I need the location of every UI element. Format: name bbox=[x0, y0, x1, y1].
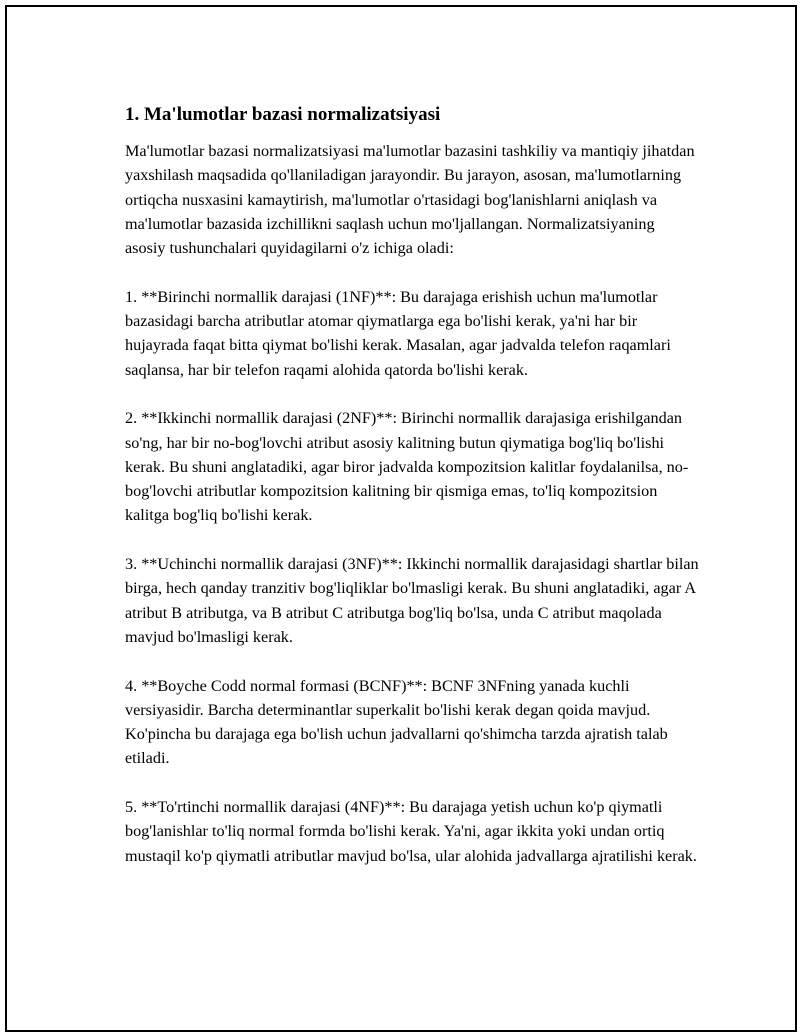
list-item-3nf: 3. **Uchinchi normallik darajasi (3NF)**: Ikkinchi normallik darajasidagi shartlar bilan birga, hech qanday tranzitiv bog'liqliklar bo'lmasligi kerak. Bu shuni anglatadiki, agar A atribut B atributga, va B atribut C atributga bog'liq bo'lsa, unda C atribut maqolada mavjud bo'lmasligi kerak. bbox=[125, 555, 699, 646]
list-item-1nf: 1. **Birinchi normallik darajasi (1NF)**: Bu darajaga erishish uchun ma'lumotlar bazasidagi barcha atributlar atomar qiymatlarga ega bo'lishi kerak, ya'ni har bir hujayrada faqat bitta qiymat bo'lishi kerak. Masalan, agar jadvalda telefon raqamlari saqlansa, har bir telefon raqami alohida qatorda bo'lishi kerak. bbox=[125, 287, 671, 379]
list-item-bcnf: 4. **Boyche Codd normal formasi (BCNF)**: BCNF 3NFning yanada kuchli versiyasidir. Barcha determinantlar superkalit bo'lishi kerak degan qoida mavjud. Ko'pincha bu darajaga ega bo'lish uchun jadvallarni qo'shimcha tarzda ajratish talab etiladi. bbox=[125, 676, 668, 768]
intro-paragraph: Ma'lumotlar bazasi normalizatsiyasi ma'lumotlar bazasini tashkiliy va mantiqiy jihatdan yaxshilash maqsadida qo'llaniladigan jarayondir. Bu jarayon, asosan, ma'lumotlarning ortiqcha nusxasini kamaytirish, ma'lumotlar o'rtasidagi bog'lanishlarni aniqlash va ma'lumotlar bazasida izchillikni saqlash uchun mo'ljallangan. Normalizatsiyaning asosiy tushunchalari quyidagilarni o'z ichiga oladi: bbox=[125, 142, 695, 258]
document-body bbox=[119, 103, 699, 892]
document-title: 1. Ma'lumotlar bazasi normalizatsiyasi bbox=[125, 104, 441, 125]
list-item-4nf: 5. **To'rtinchi normallik darajasi (4NF)**: Bu darajaga yetish uchun ko'p qiymatli bog'lanishlar to'liq normal formda bo'lishi kerak. Ya'ni, agar ikkita yoki undan ortiq mustaqil ko'p qiymatli atributlar mavjud bo'lsa, ular alohida jadvallarga ajratilishi kerak. bbox=[125, 798, 697, 865]
page-frame bbox=[5, 5, 797, 1032]
list-item-2nf: 2. **Ikkinchi normallik darajasi (2NF)**: Birinchi normallik darajasiga erishilgandan so'ng, har bir no-bog'lovchi atribut asosiy kalitning butun qiymatiga bog'liq bo'lishi kerak. Bu shuni anglatadiki, agar biror jadvalda kompozitsion kalitlar foydalanilsa, no-bog'lovchi atributlar kompozitsion kalitning bir qismiga emas, to'liq kompozitsion kalitga bog'liq bo'lishi kerak. bbox=[125, 409, 689, 525]
